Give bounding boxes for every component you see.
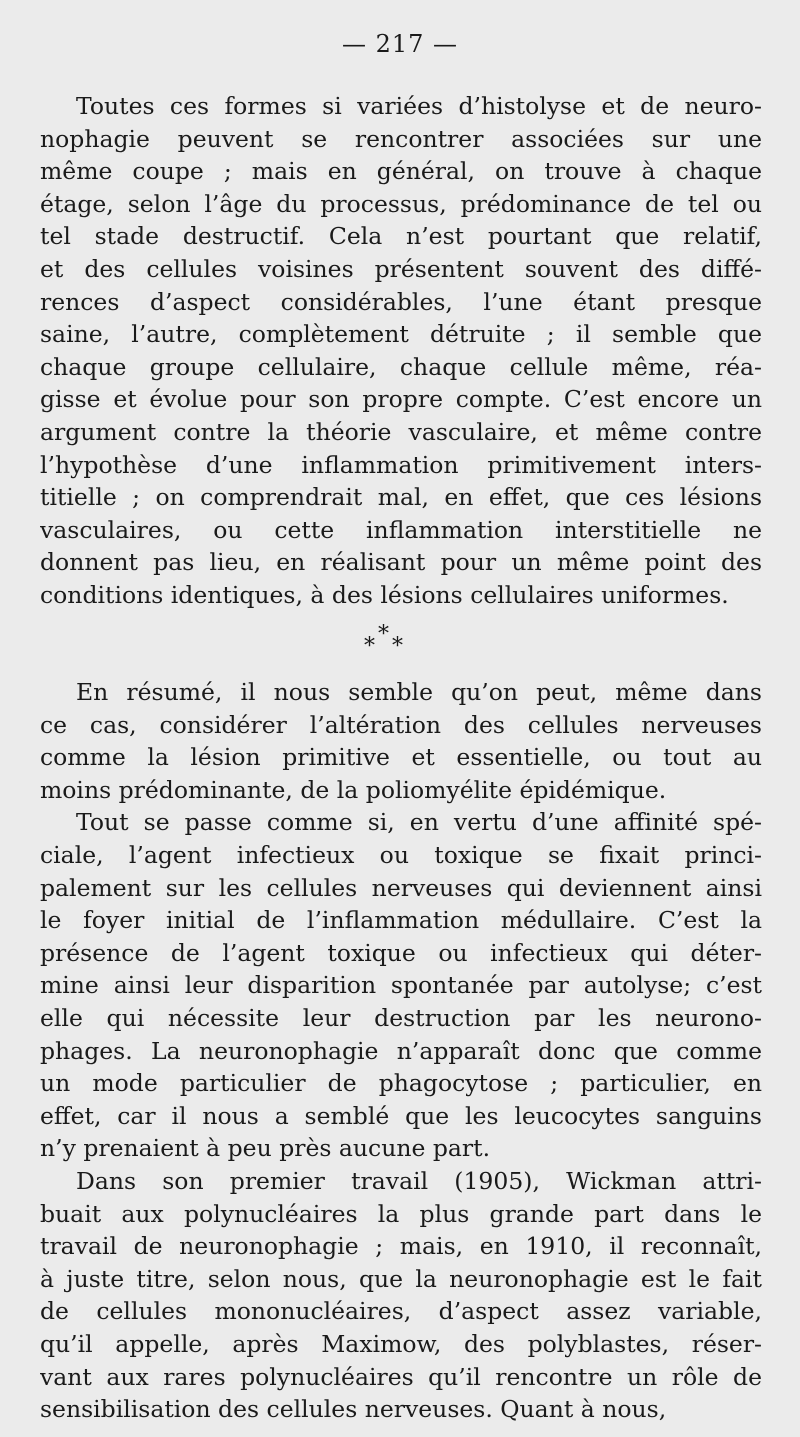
paragraph (40, 806, 762, 1165)
asterisk: * (392, 633, 403, 659)
text-line: ce cas, considérer l’altération des cellules nerveuses (40, 710, 762, 739)
text-line: argument contre la théorie vasculaire, et même contre (40, 417, 762, 446)
asterisk: * (364, 633, 375, 659)
text-line: titielle ; on comprendrait mal, en effet, que ces lésions (40, 483, 762, 512)
paragraph (40, 676, 762, 806)
asterisk: * (378, 621, 389, 647)
text-line: phages. La neuronophagie n’apparaît donc que comme (40, 1036, 762, 1065)
text-line: et des cellules voisines présentent souvent des diffé- (40, 254, 762, 283)
text-line: le foyer initial de l’inflammation médullaire. C’est la (40, 906, 762, 935)
text-line: sensibilisation des cellules nerveuses. Quant à nous, (40, 1395, 667, 1424)
text-line: n’y prenaient à peu près aucune part. (40, 1134, 491, 1163)
text-line: En résumé, il nous semble qu’on peut, même dans (76, 678, 762, 707)
text-line: Dans son premier travail (1905), Wickman attri- (76, 1167, 762, 1195)
text-line: l’hypothèse d’une inflammation primitivement inters- (40, 450, 762, 479)
text-line: même coupe ; mais en général, on trouve à chaque (40, 157, 762, 186)
text-line: présence de l’agent toxique ou infectieux qui déter- (40, 938, 762, 967)
body-text (40, 90, 762, 1426)
text-line: mine ainsi leur disparition spontanée par autolyse; c’est (40, 971, 762, 1000)
text-line: de cellules mononucléaires, d’aspect assez variable, (40, 1297, 762, 1326)
text-line: qu’il appelle, après Maximow, des polyblastes, réser- (40, 1329, 762, 1358)
text-line: effet, car il nous a semblé que les leucocytes sanguins (40, 1101, 762, 1130)
asterism-separator (40, 621, 762, 659)
paragraph (40, 1165, 762, 1426)
text-line: Tout se passe comme si, en vertu d’une affinité spé- (76, 808, 762, 837)
text-line: tel stade destructif. Cela n’est pourtant que relatif, (40, 222, 762, 251)
text-line: rences d’aspect considérables, l’une étant presque (40, 287, 762, 316)
paragraph (40, 90, 762, 612)
text-line: Toutes ces formes si variées d’histolyse et de neuro- (76, 92, 762, 120)
page-number: — 217 — (341, 30, 459, 58)
text-line: conditions identiques, à des lésions cellulaires uniformes. (40, 580, 729, 609)
text-line: comme la lésion primitive et essentielle, ou tout au (40, 743, 762, 772)
text-line: saine, l’autre, complètement détruite ; il semble que (40, 320, 762, 349)
text-line: chaque groupe cellulaire, chaque cellule même, réa- (40, 352, 762, 381)
text-line: palement sur les cellules nerveuses qui deviennent ainsi (40, 873, 762, 902)
text-line: un mode particulier de phagocytose ; particulier, en (40, 1069, 762, 1098)
text-line: à juste titre, selon nous, que la neuronophagie est le fait (40, 1264, 762, 1293)
text-line: travail de neuronophagie ; mais, en 1910, il reconnaît, (40, 1232, 762, 1261)
text-line: gisse et évolue pour son propre compte. C’est encore un (40, 385, 762, 414)
text-line: étage, selon l’âge du processus, prédominance de tel ou (40, 189, 762, 218)
text-line: donnent pas lieu, en réalisant pour un même point des (40, 548, 762, 577)
text-line: vasculaires, ou cette inflammation interstitielle ne (40, 515, 762, 544)
text-line: buait aux polynucléaires la plus grande part dans le (40, 1199, 762, 1228)
text-line: elle qui nécessite leur destruction par les neurono- (40, 1004, 762, 1033)
text-line: nophagie peuvent se rencontrer associées sur une (40, 124, 762, 153)
text-line: vant aux rares polynucléaires qu’il rencontre un rôle de (40, 1362, 762, 1391)
text-line: ciale, l’agent infectieux ou toxique se fixait princi- (40, 841, 762, 870)
text-line: moins prédominante, de la poliomyélite épidémique. (40, 775, 667, 804)
